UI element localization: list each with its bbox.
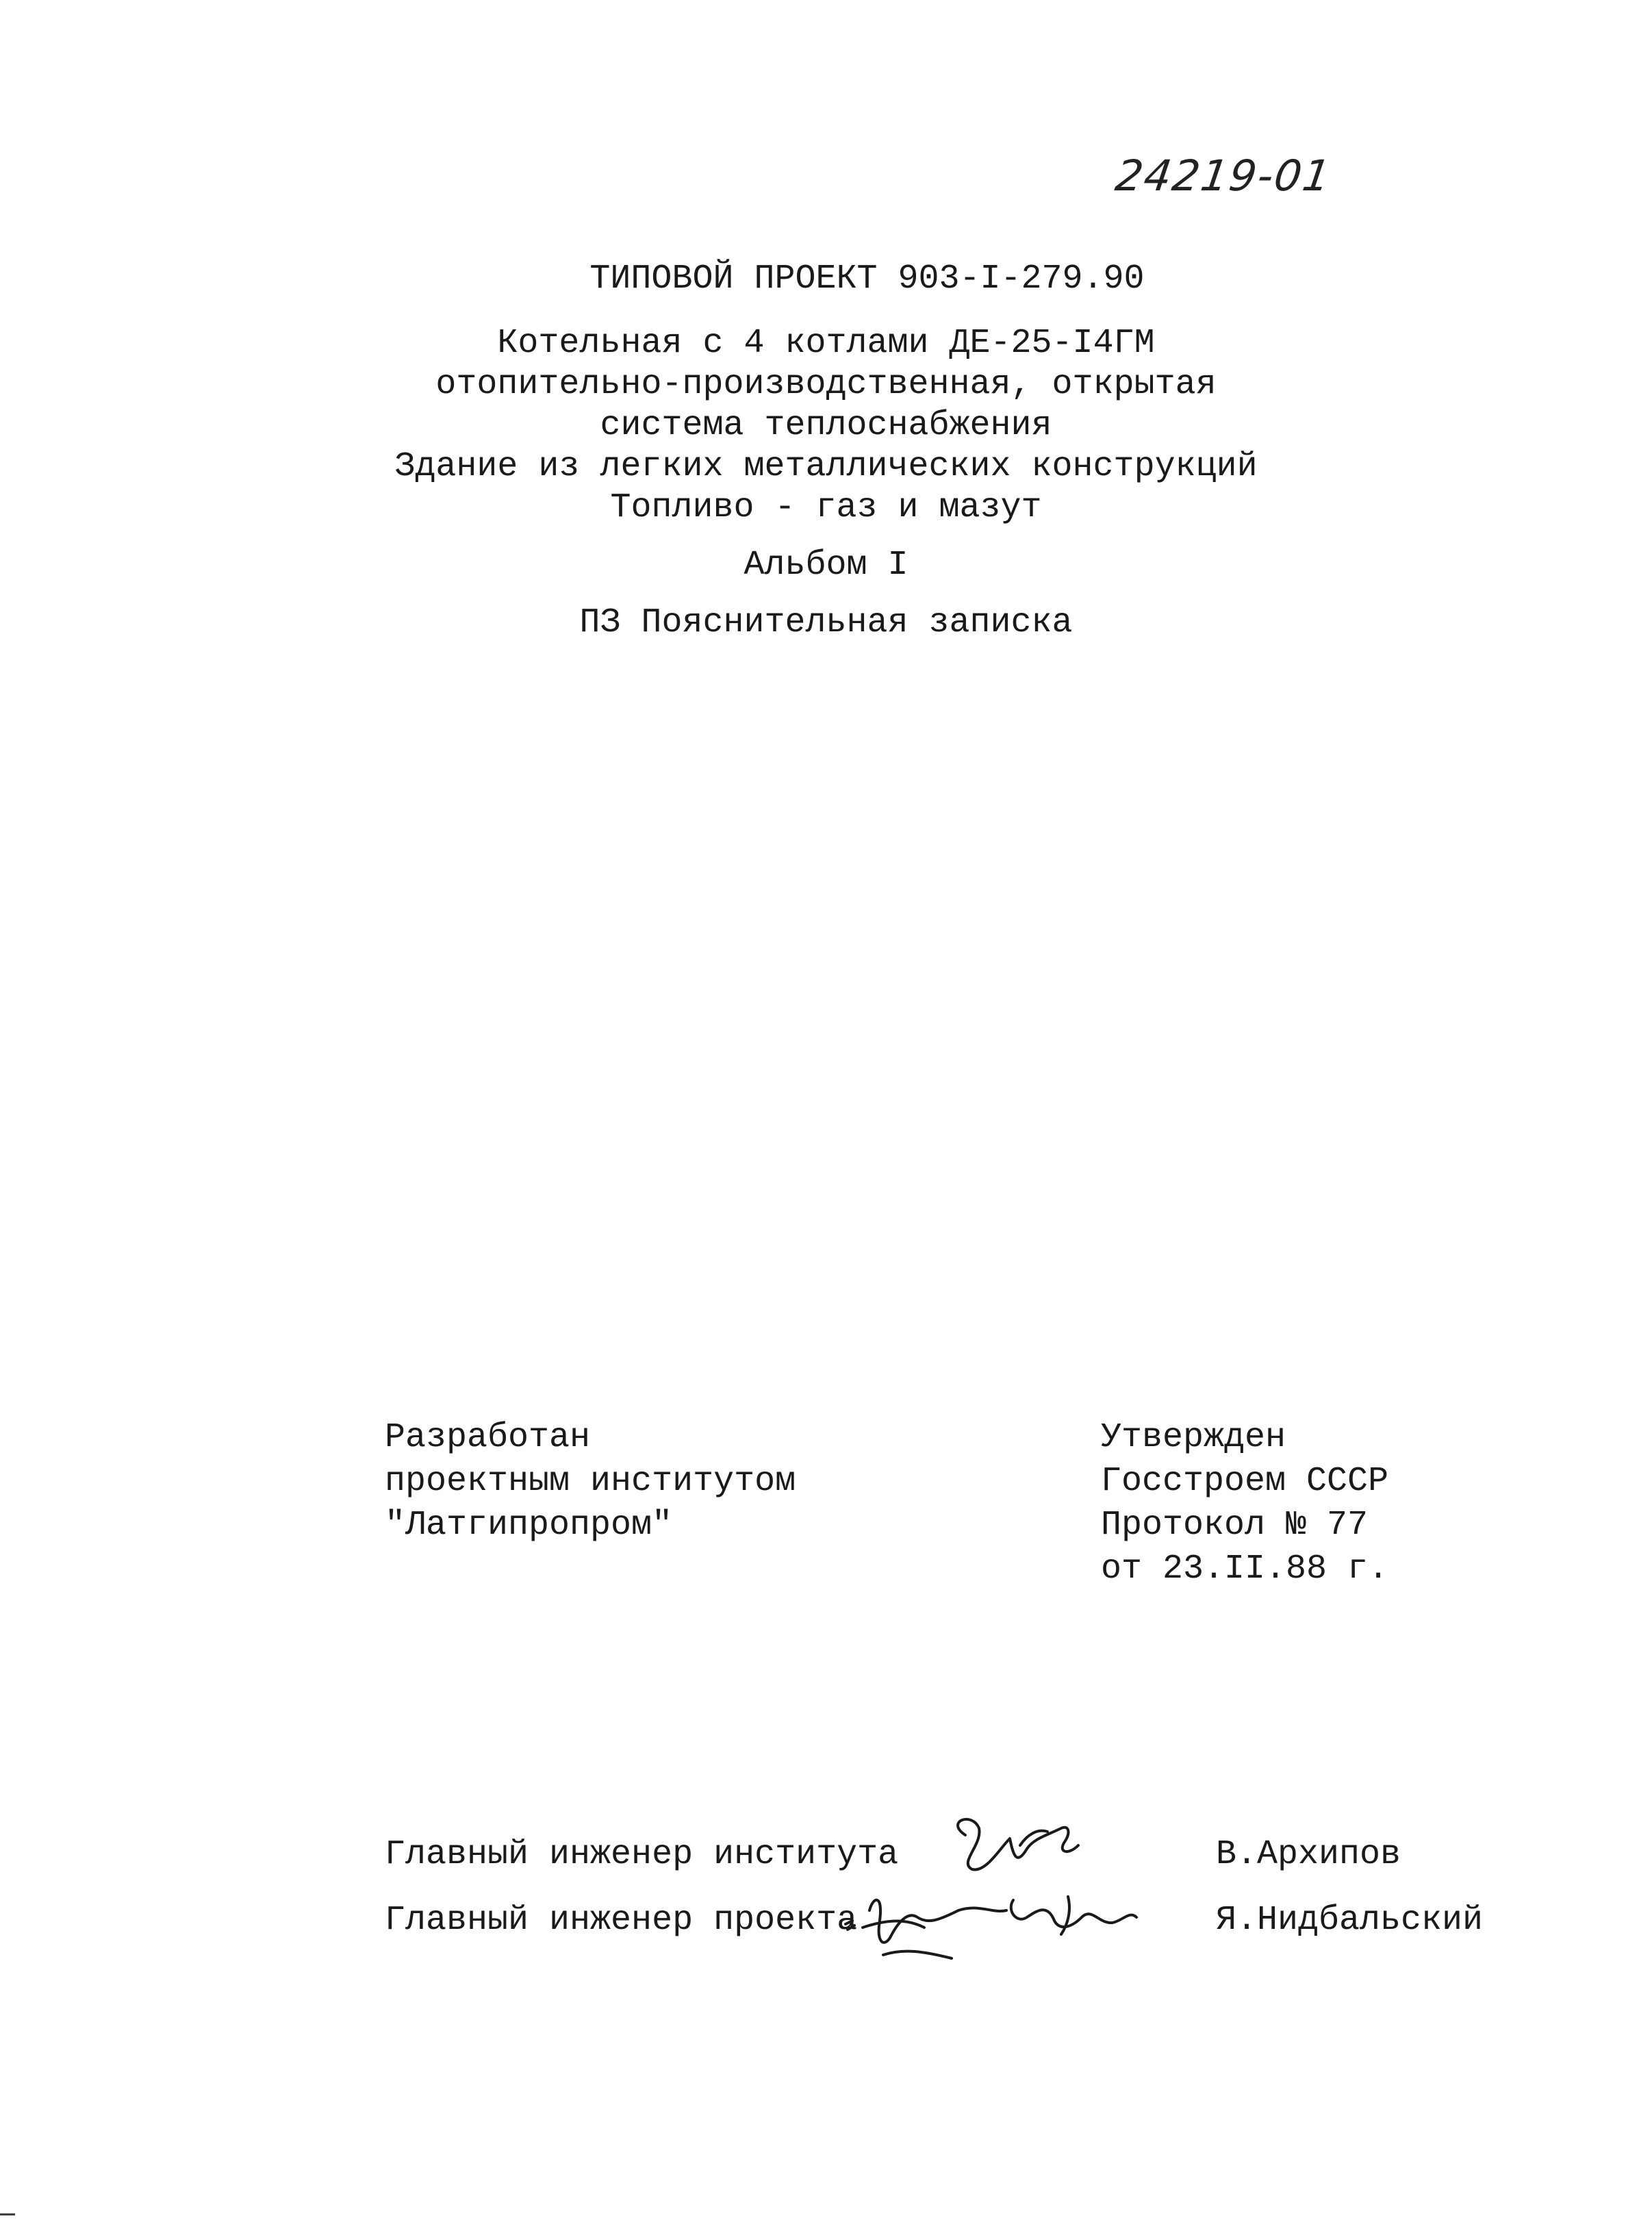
signature-stroke: [1061, 1897, 1069, 1934]
title-line: система теплоснабжения: [600, 406, 1052, 445]
developed-line: Разработан: [385, 1418, 591, 1457]
signature-stroke: [846, 1921, 854, 1930]
signature-stroke: [958, 1819, 1078, 1870]
approved-by-block: [1101, 1416, 1388, 1591]
project-title: ТИПОВОЙ ПРОЕКТ 903-I-279.90: [589, 260, 1145, 299]
approved-line: от 23.II.88 г.: [1101, 1550, 1389, 1589]
developed-by-block: [385, 1416, 796, 1547]
signature-name: Я.Нидбальский: [1216, 1901, 1484, 1940]
approved-line: Протокол № 77: [1101, 1506, 1369, 1545]
album-label: Альбом I: [744, 546, 908, 585]
signature-name: В.Архипов: [1216, 1835, 1401, 1874]
handwritten-signatures: [842, 1808, 1157, 1986]
title-block: [0, 259, 1652, 644]
developed-line: проектным институтом: [385, 1462, 796, 1501]
signature-stroke: [863, 1921, 924, 1928]
signature-role: Главный инженер института: [385, 1835, 899, 1874]
approved-line: Госстроем СССР: [1101, 1462, 1389, 1501]
scan-edge-mark: [0, 2212, 21, 2217]
developed-line: "Латгипропром": [385, 1506, 673, 1545]
title-line: Здание из легких металлических конструкций: [394, 447, 1258, 486]
title-line: Котельная с 4 котлами ДЕ-25-I4ГМ: [497, 324, 1155, 363]
signature-stroke: [1011, 1900, 1136, 1927]
title-line: отопительно-производственная, открытая: [435, 365, 1217, 404]
title-line: Топливо - газ и мазут: [610, 488, 1042, 527]
signature-role: Главный инженер проекта: [385, 1901, 858, 1940]
approved-line: Утвержден: [1101, 1418, 1286, 1457]
section-label: ПЗ Пояснительная записка: [579, 603, 1073, 642]
signature-stroke: [883, 1951, 952, 1958]
inventory-number: 24219-01: [1112, 151, 1335, 201]
